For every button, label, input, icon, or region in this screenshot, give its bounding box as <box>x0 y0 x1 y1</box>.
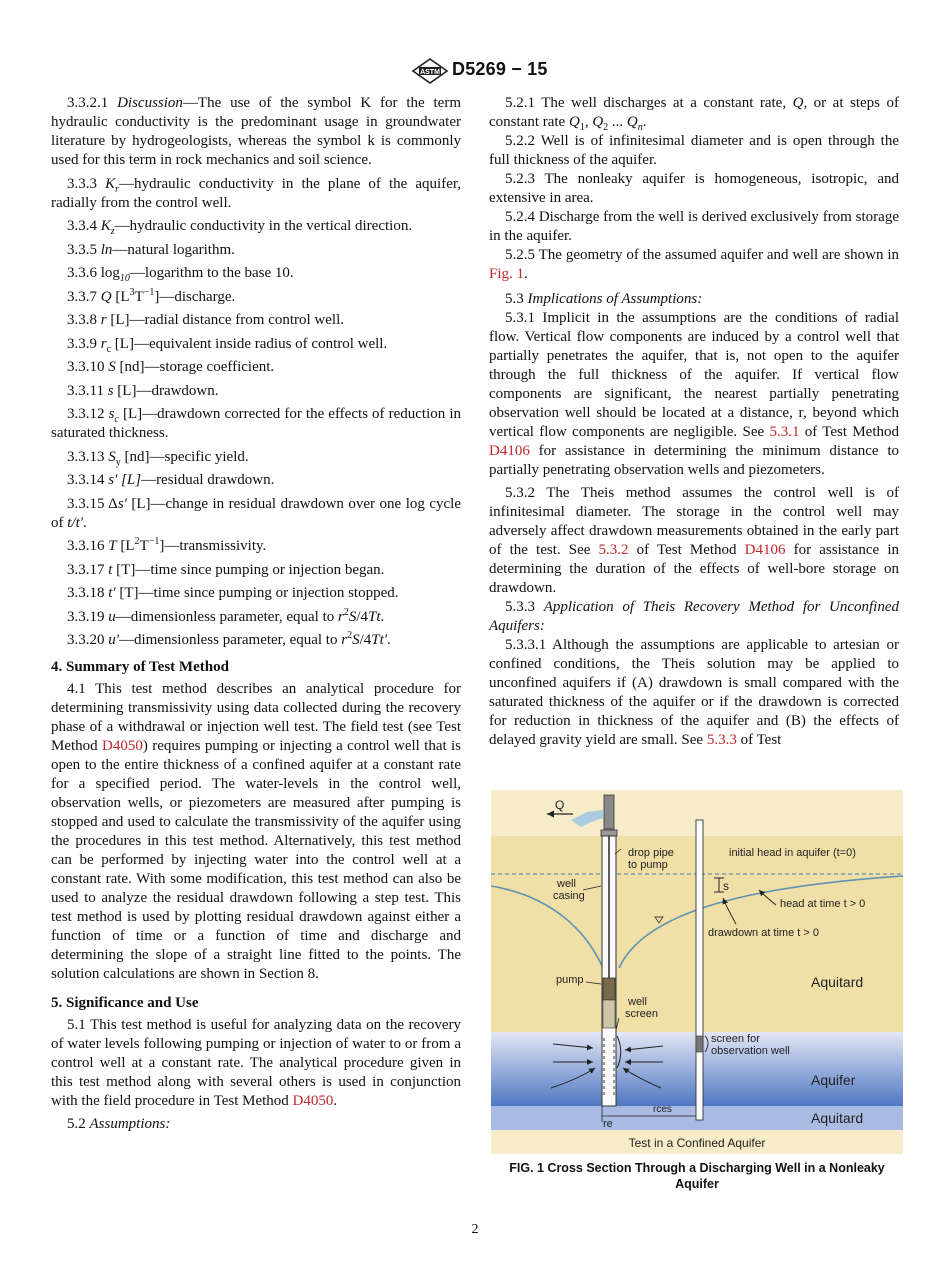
label-rces: rces <box>653 1104 672 1115</box>
definition-3-3-17: 3.3.17 t [T]—time since pumping or injection began. <box>67 561 385 578</box>
definition-3-3-11: 3.3.11 s [L]—drawdown. <box>67 382 219 399</box>
link-d4106[interactable]: D4106 <box>489 443 530 459</box>
definition-3-3-15: 3.3.15 Δs' [L]—change in residual drawdown over one log cycle of t/t'. <box>51 495 461 531</box>
label-well-casing: well casing <box>553 878 585 902</box>
label-pump: pump <box>556 974 584 986</box>
label-s: s <box>723 879 729 893</box>
well-cap <box>601 830 617 836</box>
para-3-3-2-1: 3.3.2.1 Discussion—The use of the symbol K for the term hydraulic conductivity is the predominant usage in groundwater literature by hydrogeologists, whereas the symbol k is commonly used for this term in rock mechanics and soil science. <box>51 95 461 168</box>
para-5-3-3-1: 5.3.3.1 Although the assumptions are applicable to artesian or confined conditions, the Theis solution may be applied to unconfined aquifers if (A) drawdown is small compared with the saturated thickness of the aquifer or if the drawdown is corrected for reduction in thickness of the aquifer and (B) the effects of delayed gravity yield are small. See 5.3.3 of Test <box>489 637 899 748</box>
observation-well <box>696 820 703 1120</box>
document-id: D5269 − 15 <box>452 59 548 79</box>
section-4-heading: 4. Summary of Test Method <box>51 659 229 675</box>
label-well-screen: well screen <box>625 996 659 1020</box>
link-fig-1[interactable]: Fig. 1 <box>489 266 525 282</box>
definition-3-3-20: 3.3.20 u'—dimensionless parameter, equal to $r^2S/4Tt'$. <box>67 630 391 648</box>
para-5-2-4: 5.2.4 Discharge from the well is derived exclusively from storage in the aquifer. <box>489 209 899 244</box>
right-column <box>489 94 899 750</box>
label-aquifer: Aquifer <box>811 1072 856 1088</box>
definition-3-3-5: 3.3.5 ln—natural logarithm. <box>67 241 235 258</box>
label-aquitard-top: Aquitard <box>811 974 864 990</box>
figure-1-caption: FIG. 1 Cross Section Through a Discharging Well in a Nonleaky Aquifer <box>509 1161 885 1191</box>
link-d4106-2[interactable]: D4106 <box>744 542 786 558</box>
left-column <box>51 94 461 1134</box>
label-aquitard-bottom: Aquitard <box>811 1110 864 1126</box>
link-5-3-3[interactable]: 5.3.3 <box>706 732 737 748</box>
link-d4050-2[interactable]: D4050 <box>292 1093 334 1109</box>
svg-text:ASTM: ASTM <box>420 69 440 76</box>
definition-3-3-9: 3.3.9 $r_c$ [L]—equivalent inside radius of control well. <box>67 335 388 355</box>
para-5-2-5: 5.2.5 The geometry of the assumed aquifer and well are shown in Fig. 1. <box>489 247 899 282</box>
definition-3-3-16: 3.3.16 T $[L^2T^{-1}]—transmissivity$. <box>67 536 267 554</box>
definition-3-3-19: 3.3.19 u—dimensionless parameter, equal to $r^2S/4Tt$. <box>67 606 385 625</box>
page-header <box>0 58 950 88</box>
definitions-list <box>51 175 461 651</box>
astm-logo-icon <box>410 58 450 84</box>
definition-3-3-8: 3.3.8 r [L]—radial distance from control well. <box>67 312 345 328</box>
definition-3-3-12: 3.3.12 $s_c$ [L]—drawdown corrected for the effects of reduction in saturated thickness. <box>51 406 461 441</box>
link-5-3-1[interactable]: 5.3.1 <box>769 424 800 440</box>
para-5-2-3: 5.2.3 The nonleaky aquifer is homogeneous, isotropic, and extensive in area. <box>489 171 899 206</box>
pump-lower <box>603 1000 615 1028</box>
label-head-time: head at time t > 0 <box>780 898 866 910</box>
para-4-1: 4.1 This test method describes an analytical procedure for determining transmissivity using data collected during the recovery phase of a withdrawal or injection well test. The field test (see Test Method D4050) requires pumping or injecting a control well that is open to the entire thickness of a confined aquifer at a constant rate for a specified period. The water-levels in the control well, observation wells, or piezometers are measured after pumping is stopped and used to calculate the transmissivity of the aquifer using the procedures in this test method. Alternatively, this test method can be performed by injecting water into the control well at a constant rate. With some modification, this test method can also be used to analyze the residual drawdown following a step test. This test method is used by plotting residual drawdown against either a function of time or a function of time and discharge and determining the slope of a straight line fitted to the points. The solution calculations are shown in Section 8. <box>51 681 462 982</box>
definition-3-3-10: 3.3.10 S [nd]—storage coefficient. <box>67 359 275 375</box>
label-re: re <box>603 1118 613 1130</box>
link-5-3-2[interactable]: 5.3.2 <box>598 542 629 558</box>
definition-3-3-13: 3.3.13 $S_y$ [nd]—specific yield. <box>67 448 249 468</box>
para-5-3: 5.3 Implications of Assumptions: <box>505 291 703 307</box>
label-q: Q <box>555 798 565 812</box>
label-drawdown-time: drawdown at time t > 0 <box>708 927 819 939</box>
para-5-3-3: 5.3.3 Application of Theis Recovery Method for Unconfined Aquifers: <box>489 599 900 634</box>
page-number: 2 <box>471 1222 479 1237</box>
para-5-2-2: 5.2.2 Well is of infinitesimal diameter and is open through the full thickness of the aquifer. <box>489 133 899 168</box>
figure-1-diagram <box>491 790 903 1154</box>
label-screen-obs: screen for observation well <box>711 1033 790 1057</box>
pump-body <box>603 978 615 1000</box>
definition-3-3-4: 3.3.4 $K_z—hydraulic$ conductivity in the vertical direction. <box>67 218 413 237</box>
label-initial-head: initial head in aquifer (t=0) <box>729 847 856 859</box>
definition-3-3-6: 3.3.6 $\log_{10}—logarithm$ to the base 10. <box>67 265 294 284</box>
observation-screen <box>696 1036 703 1052</box>
definition-3-3-18: 3.3.18 t' [T]—time since pumping or injection stopped. <box>67 585 399 601</box>
label-figure-footer: Test in a Confined Aquifer <box>628 1136 766 1150</box>
well-head <box>604 795 614 829</box>
para-5-1: 5.1 This test method is useful for analyzing data on the recovery of water levels following pumping or injection of water to or from a control well at a constant rate. The analytical procedure given in this test method along with several others is used in conjunction with the field procedure in Test Method D4050. <box>51 1017 461 1109</box>
definition-3-3-14: 3.3.14 s' [L]—residual drawdown. <box>67 472 275 488</box>
para-5-2: 5.2 Assumptions: <box>67 1116 171 1132</box>
para-5-3-1: 5.3.1 Implicit in the assumptions are the conditions of radial flow. Vertical flow components are induced by a control well that partially penetrates the aquifer, that is, not open to the aquifer through the full thickness of the aquifer. If vertical flow components are significant, the nearest partially penetrating observation well should be located at a distance, r, beyond which vertical flow components are negligible. See 5.3.1 of Test Method D4106 for assistance in determining the minimum distance to partially penetrating observation wells and piezometers. <box>489 310 899 478</box>
definition-3-3-7: 3.3.7 Q $[L^3T^{-1}]—discharge$. <box>67 286 236 305</box>
para-5-3-2: 5.3.2 The Theis method assumes the control well is of infinitesimal diameter. The storage in the control well may adversely affect drawdown measurements obtained in the early part of the test. See 5.3.2 of Test Method D4106 for assistance in determining the duration of the effects of well-bore storage on drawdown. <box>489 485 900 596</box>
para-5-2-1: 5.2.1 The well discharges at a constant rate, Q, or at steps of constant rate $Q_1$, $Q_2$ ... $Q_n$. <box>489 95 899 133</box>
link-d4050[interactable]: D4050 <box>102 738 143 754</box>
section-5-heading: 5. Significance and Use <box>51 995 199 1011</box>
label-drop-pipe: drop pipe to pump <box>628 847 674 871</box>
definition-3-3-3: 3.3.3 $K_r—hydraulic$ conductivity in the plane of the aquifer, radially from the control well. <box>51 175 462 211</box>
